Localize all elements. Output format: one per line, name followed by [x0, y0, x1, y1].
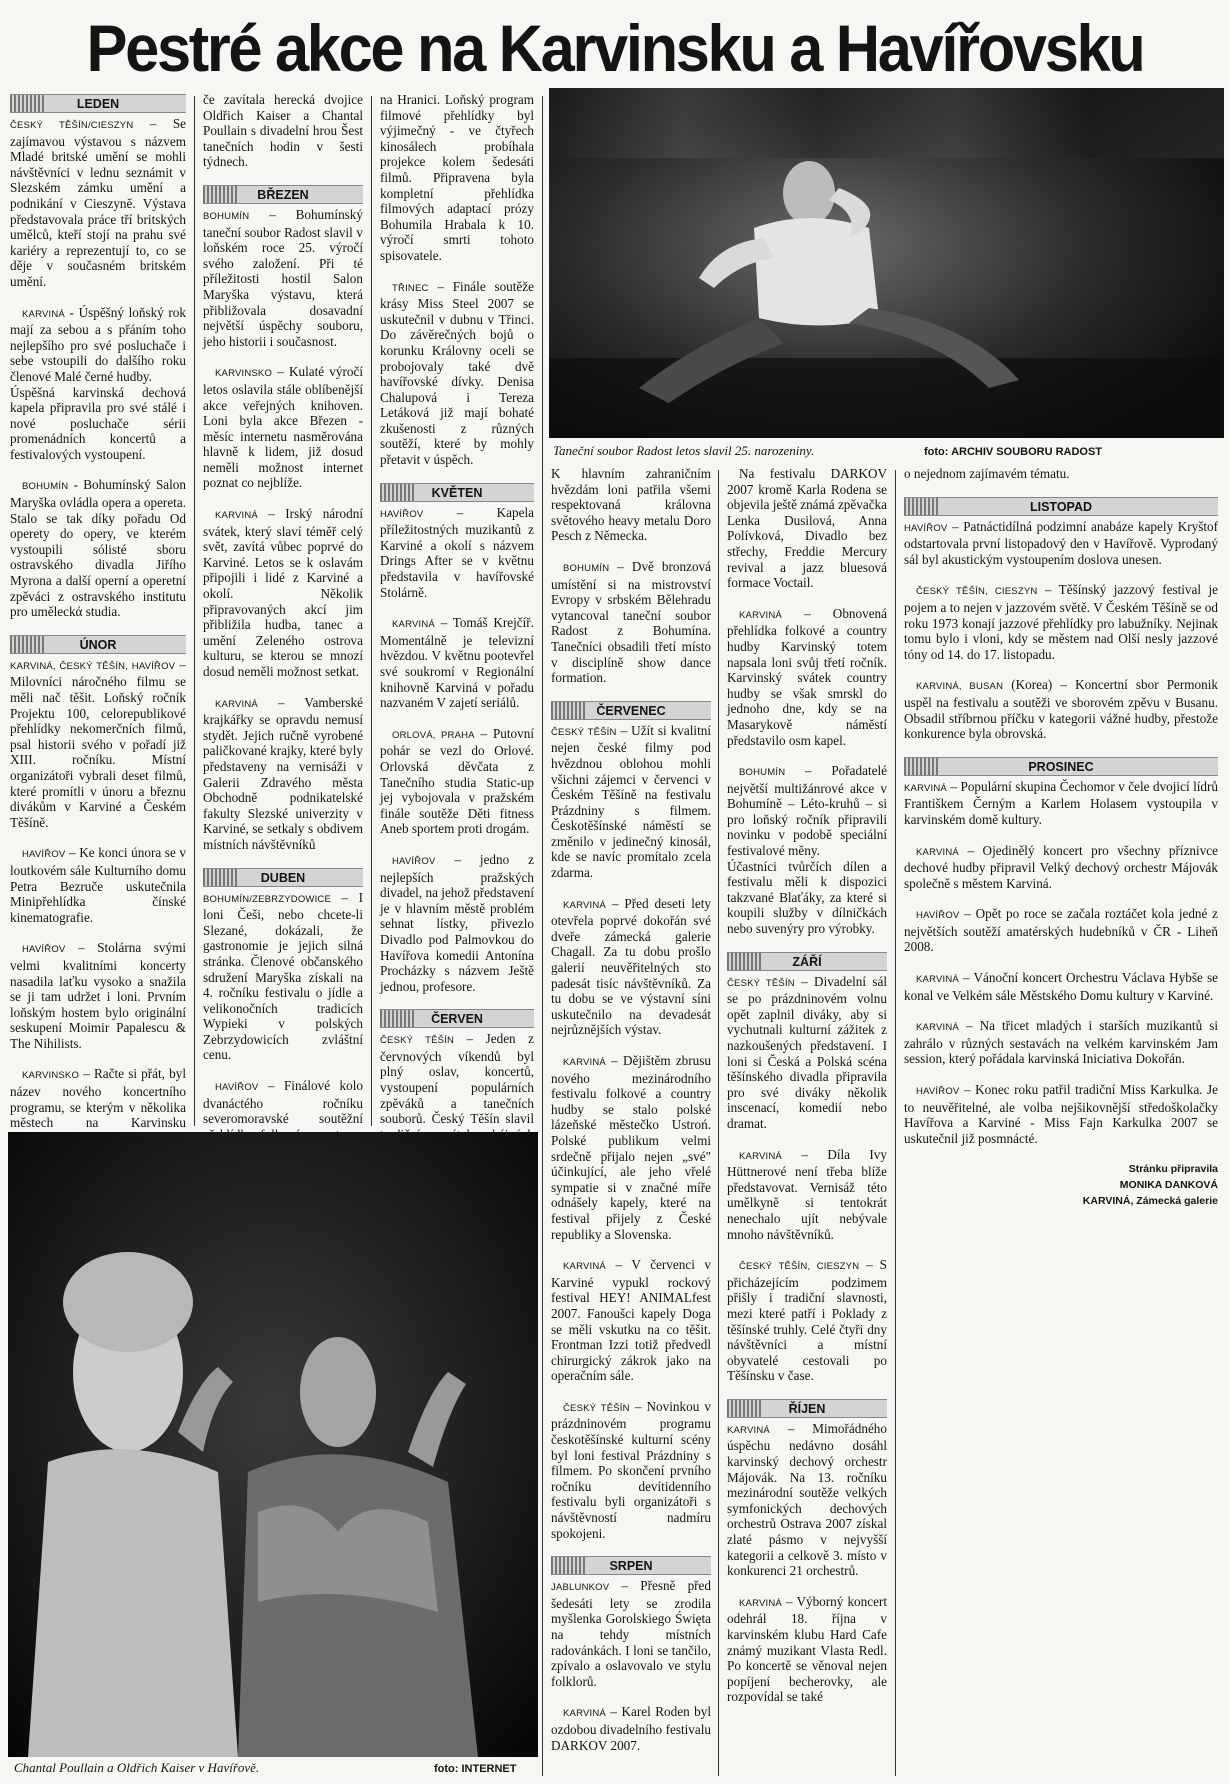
article-text: – Opět po roce se začala roztáčet kola jedné z největších soutěží amatérských hudebníků v ČR - Liheň 2008. — [904, 906, 1218, 955]
article-text: – Kulaté výročí letos oslavila stále oblíbenější akce veřejných knihoven. Loni byla akce Březen - měsíc internetu nasměrována hlavně k lidem, již dosud neměli možnost internet poznat co nejblíže. — [203, 364, 363, 491]
article-location: TŘINEC — [392, 282, 429, 294]
article-location: HAVÍŘOV — [380, 508, 424, 520]
column-1 — [10, 90, 187, 1131]
article-location: ČESKÝ TĚŠÍN — [563, 1402, 630, 1414]
article-location: ČESKÝ TĚŠÍN, CIESZYN — [916, 586, 1038, 598]
headline: Pestré akce na Karvinsku a Havířovsku — [86, 11, 1144, 85]
article-location: HAVÍŘOV — [215, 1082, 259, 1094]
article — [380, 505, 534, 601]
article — [904, 1018, 1218, 1067]
dancer-photo-credit: foto: ARCHIV SOUBORU RADOST — [924, 446, 1103, 458]
article-text: Účastníci tvůrčích dílen a festivalu měli k dispozici takzvané Blaťáky, za které si koupili služby v dílničkách nebo suvenýry pro výrobky. — [727, 858, 887, 937]
article-text: – Se zajímavou výstavou s názvem Mladé britské umění se mohli návštěvníci v lednu seznámit v Slezském zámku umění a podnikání v Cieszyně. Výstava představovala práce tří britských umělců, kteří stojí na prahu své kariéry a reprezentují to, co se děje v současném britském umění. — [10, 116, 187, 289]
article-location: BOHUMÍN — [203, 210, 250, 222]
article-location: HAVÍŘOV — [916, 1086, 960, 1098]
article — [203, 364, 363, 491]
article-text: na Hranici. Loňský program filmové přehlídky byl výjimečný - ve čtyřech kinosálech probíhala projekce kolem šedesáti filmů. Připravena byla kompletní přehlídka filmových adaptací prózy Bohumila Hrabala k 10. výročí smrti tohoto spisovatele. — [380, 92, 534, 263]
article-text: – Obnovená přehlídka folkové a country hudby Karvinský totem napsala loni svůj třetí ročník. Karvinský svátek country hudby se však smrskl do jednoho dne, kdy se na Masarykově náměstí představilo osm kapel. — [727, 605, 887, 748]
article-location: ČESKÝ TĚŠÍN, CIESZYN — [739, 1261, 860, 1273]
article — [727, 466, 887, 591]
article — [904, 906, 1218, 955]
article-location: KARVINSKO — [215, 368, 273, 380]
article-text: – Pořadatelé největší multižánrové akce v Bohumíně – Léto-kruhů – si pro loňský ročník připravili novinku v podobě speciální festivalové měny. — [727, 763, 887, 859]
section-cerven: ČERVEN — [380, 1009, 534, 1028]
article-text: – Račte si přát, byl název nového koncertního programu, se kterým v několika městech na Karvinsku — [10, 1066, 186, 1131]
article-location: HAVÍŘOV — [22, 944, 66, 956]
article-text: – Vamberské krajkářky se opravdu nemusí stydět. Jejich ručně vyrobené paličkované krajky, které byly představeny na vernisáži v Galerii Zdravého města Obchodně podnikatelské fakulty Slezské univerzity v Karviné, se setkaly s obdivem místních návštěvníků — [203, 694, 363, 852]
article — [551, 723, 711, 881]
article-text: – Přesně před šedesáti lety se zrodila myšlenka Gorolskiego Święta na tehdy místních radovánkách. I loni se tančilo, zpívalo a oslavovalo ve stylu folklorů. — [551, 1578, 711, 1689]
column-rule — [718, 470, 719, 1776]
article — [727, 763, 887, 937]
article — [727, 1257, 887, 1384]
article-text: – Dvě bronzová umístění si na mistrovství Evropy v srbském Bělehradu vytancoval taneční soubor Radost z Bohumína. Tanečníci obsadili třetí místo v disciplíně show dance formation. — [551, 558, 711, 686]
actors-photo-credit: foto: INTERNET — [434, 1763, 517, 1775]
article-text: – S přicházejícím podzimem přišly i tradiční slavnosti, mezi které patří i Poklady z těšínské truhly. Celé čtyři dny návštěvníci a místní obyvatelé cestovali po Těšínsku v čase. — [727, 1257, 887, 1384]
article-text: – Bohumínský taneční soubor Radost slavil v loňském roce 25. výročí svého založení. Při té příležitosti hostil Salon Maryška výstavu, která přibližovala dosavadní největší úspěchy souboru, jeho historii i současnost. — [203, 206, 363, 349]
article-text: – Užít si kvalitní nejen české filmy pod hvězdnou oblohou mohli všichni zájemci v červenci v Českém Těšíně na festivalu Prázdniny s filmem. Českotěšínské náměstí se změnilo v jedinečný kinosál, kde se navíc promítalo zcela zdarma. — [551, 722, 711, 881]
article-location: KARVINÁ — [739, 1150, 782, 1162]
page-signature — [904, 1161, 1218, 1209]
article-text: če zavítala herecká dvojice Oldřich Kaiser a Chantal Poullain s divadelní hrou Šest tanečních hodin v šesti týdnech. — [203, 92, 363, 170]
article-location: BOHUMÍN — [22, 481, 69, 493]
article-text: – Na třicet mladých i starších muzikantů si zahrálo v různých sestavách na velkém karvinském Jam session, který pořádala karvinská Iniciativa Dokořán. — [904, 1018, 1218, 1067]
signature-place: KARVINÁ, Zámecká galerie — [1082, 1195, 1218, 1208]
article — [203, 92, 363, 170]
article-location: KARVINÁ — [916, 846, 959, 858]
article-text: – Výborný koncert odehrál 18. října v karvinském klubu Hard Cafe známý muzikant Vlasta Redl. Po koncertě se věnoval nejen popíjení becherovky, ale rozpovídal se také — [727, 1593, 887, 1705]
article-location: KARVINÁ — [563, 1057, 606, 1068]
section-listopad: LISTOPAD — [904, 497, 1218, 516]
section-kveten: KVĚTEN — [380, 483, 534, 502]
article — [551, 1578, 711, 1689]
dancer-image — [549, 88, 1224, 438]
article-text: Na festivalu DARKOV 2007 kromě Karla Rodena se objevila ještě známá zpěvačka Lenka Dusilová, Anna Polívková, Divadlo bez střechy, Freddie Mercury revival a jazz bluesová formace Voctail. — [727, 466, 887, 591]
article-text: – Dějištěm zbrusu nového mezinárodního festivalu folkové a country hudby se stalo polské lázeňské městečko Ustroń. Polské publikum velmi srdečně přijalo nejen „své" účinkující, ale jeho vřelé sympatie si v značné míře odnášely kapely, které na festival přijely z České republiky a Slovenska. — [551, 1053, 711, 1242]
column-4 — [551, 466, 711, 1782]
article-text: – Populární skupina Čechomor v čele dvojicí lídrů Františkem Černým a Karlem Holasem vystoupila v karvinském domě kultury. — [904, 778, 1218, 827]
column-6-inner — [904, 466, 1218, 1209]
article-text: - Úspěšný loňský rok mají za sebou a s přáním toho nejlepšího pro své posluchače i sebe vstoupili do dalšího roku členové Malé černé hudby. — [10, 304, 186, 384]
article — [904, 677, 1218, 741]
article — [10, 305, 186, 463]
article-text: – Karel Roden byl ozdobou divadelního festivalu DARKOV 2007. — [551, 1704, 711, 1753]
article — [10, 657, 186, 831]
article-location: KARVINÁ — [215, 698, 258, 710]
article-location: BOHUMÍN — [739, 767, 786, 779]
article-text: – Tomáš Krejčíř. Momentálně je televizní hvězdou. V květnu pootevřel své soukromí v Regionální knihovně Karviná v pořadu nazvaném V zajetí seriálů. — [380, 615, 534, 711]
section-duben: DUBEN — [203, 868, 363, 887]
actors-photo-caption: Chantal Poullain a Oldřich Kaiser v Havířově. — [14, 1760, 260, 1775]
article-location: KARVINÁ — [739, 609, 782, 621]
column-rule — [895, 470, 896, 1776]
article — [904, 843, 1218, 892]
article-text: – Divadelní sál se po prázdninovém volnu opět zaplnil diváky, aby si vychutnali kulturní zážitek z nazkoušených představení. I loni si Česká a Polská scéna těšínského divadla připravila pro své diváky několik inscenací, komedií nebo dramat. — [727, 973, 887, 1131]
article-location: ORLOVÁ, PRAHA — [392, 729, 475, 741]
article — [10, 477, 186, 619]
article-text: – Milovníci náročného filmu se měli nač těšit. Loňský ročník Projektu 100, celorepublikové přehlídky nekomerčních filmů, psal historii svého v pořadí již XIII. ročníku. Místní organizátoři vybrali deset filmů, které promítli v únoru a březnu divákům v Karviné a Českém Těšíně. — [10, 656, 186, 830]
article — [551, 1257, 711, 1384]
article — [10, 116, 186, 290]
article-text: – Patnáctidílná podzimní anabáze kapely Kryštof odstartovala první listopadový den v Havířově. Vyprodaný sál byl akustickým vystoupením doslova unesen. — [904, 518, 1218, 567]
article — [904, 779, 1218, 828]
article-location: KARVINÁ — [22, 308, 65, 320]
article-location: KARVINÁ — [215, 510, 258, 522]
article-text: – Koncertní sbor Permonik uspěl na festivalu a soutěži ve sborovém zpěvu v Busanu. Obsadil stříbrnou příčku v kategorii vážné hudby, přestože konkurence byla obrovská. — [904, 677, 1218, 742]
column-6 — [904, 466, 1222, 1782]
article — [203, 695, 363, 853]
article — [551, 896, 711, 1038]
article-text: – Finálové kolo dvanáctého ročníku severomoravské soutěžní — [203, 1078, 363, 1127]
article-location: HAVÍŘOV — [904, 522, 948, 534]
article-location: BOHUMÍN — [563, 562, 610, 574]
article — [203, 207, 363, 349]
section-prosinec: PROSINEC — [904, 757, 1218, 776]
article — [380, 92, 534, 264]
article — [380, 726, 534, 837]
article — [10, 940, 186, 1051]
article-location: KARVINÁ — [392, 619, 435, 631]
article-location-country: (Korea) — [1011, 677, 1053, 693]
article-location: KARVINÁ — [727, 1424, 770, 1436]
article-text: – Mimořádného úspěchu nedávno dosáhl karvinský dechový orchestr Májovák. Na 13. ročníku mezinárodní soutěže velkých symfonických dechových orchestrů Ostrava 2007 získal zlaté pásmo v nejvyšší kategorii a celkově 3. místo v konkurenci 21 orchestrů. — [727, 1420, 887, 1579]
article-text: o nejednom zajímavém tématu. — [904, 466, 1070, 481]
article — [551, 1053, 711, 1242]
section-brezen: BŘEZEN — [203, 185, 363, 204]
article — [904, 970, 1218, 1003]
article — [551, 559, 711, 686]
article-location: ČESKÝ TĚŠÍN — [551, 726, 617, 738]
article-location: ČESKÝ TĚŠÍN/CIESZYN — [10, 120, 134, 131]
article-location: KARVINÁ — [904, 782, 947, 794]
article — [904, 582, 1218, 662]
article-location: JABLUNKOV — [551, 1582, 610, 1594]
actors-photo — [8, 1132, 538, 1757]
section-rijen: ŘÍJEN — [727, 1399, 887, 1418]
article — [203, 890, 363, 1064]
article — [380, 279, 534, 468]
article — [727, 606, 887, 748]
article — [727, 974, 887, 1132]
article-location: ČESKÝ TĚŠÍN — [380, 1035, 455, 1047]
article — [904, 466, 1218, 482]
article-text: – Jeden z červnových víkendů byl plný oslav, koncertů, vystoupení populárních zpěváků a tanečních souborů. Český Těšín slavil — [380, 1031, 534, 1127]
article-text: – Stolárna svými velmi kvalitními koncerty nasadila laťku vysoko a snažila se ji tam udržet i loni. Prvním loňským hostem bylo originální seskupení Moimir Papalescu & The Nihilists. — [10, 940, 186, 1051]
section-unor: ÚNOR — [10, 635, 186, 654]
column-rule — [371, 96, 372, 1126]
article-text: K hlavním zahraničním hvězdám loni patřila všemi respektovaná královna světového heavy metalu Doro Pesch z Německa. — [551, 466, 711, 544]
dancer-photo-caption: Taneční soubor Radost letos slavil 25. narozeniny. — [553, 443, 815, 458]
column-2 — [203, 92, 363, 1126]
article — [727, 1421, 887, 1579]
article-text: – Před deseti lety otevřela poprvé dokořán své dveře zámecká galerie Chagall. Za tu dobu prošlo galerií neuvěřitelných sto padesát tisíc návštěvníků. Za tu dobu se ve výstavní síni uskutečnilo na devadesát nejrůznějších výstav. — [551, 895, 711, 1038]
article-text: – Vánoční koncert Orchestru Václava Hybše se konal ve Velkém sále Městského Domu kultury v Karviné. — [904, 970, 1218, 1003]
article-location: KARVINÁ, BUSAN — [916, 681, 1004, 693]
article — [380, 615, 534, 711]
article-location: KARVINÁ — [739, 1597, 782, 1609]
signature-author: MONIKA DANKOVÁ — [1119, 1179, 1218, 1192]
article — [727, 1147, 887, 1243]
article-location: KARVINÁ — [916, 974, 959, 986]
actors-image — [8, 1132, 538, 1757]
article-text: – Novinkou v prázdninovém programu českotěšínské kulturní scény byl loni festival Prázdniny s filmem. Po skončení prvního ročníku devítidenního festivalu byli organizátoři s návštěvností nadmíru spokojeni. — [551, 1398, 711, 1541]
column-rule — [542, 96, 543, 1776]
article-text: – Putovní pohár se vezl do Orlové. Orlovská děvčata z Tanečního studia Static-up jej vybojovala v pražském finále soutěže Děti fitness Aneb sportem proti drogám. — [380, 725, 534, 837]
article-location: KARVINÁ, ČESKÝ TĚŠÍN, HAVÍŘOV — [10, 660, 176, 672]
article-text: – I loni Češi, nebo chcete-li Slezané, dokázali, že gastronomie je jejich silná stránka. Členové občanského sdružení Maryška získali na 4. ročníku festivalu o jídle a velikonočních tradicích Wypieki v polských Zebrzydowicích zvláštní cenu. — [203, 889, 363, 1063]
article-location: KARVINÁ — [563, 1708, 606, 1720]
article-location: HAVÍŘOV — [22, 849, 66, 861]
article — [551, 466, 711, 544]
article-text: – Kapela příležitostných muzikantů z Karviné a okolí s názvem Drings After se v květnu představila v havířovské Stolárně. — [380, 504, 534, 600]
article — [551, 1704, 711, 1753]
article-text: – Irský národní svátek, který slaví téměř celý svět, zavítá vůbec poprvé do Karviné. Letos se k oslavám připojili i lidé z Karviné a okolí. Několik připravovaných akcí jim přibližila hudba, tanec a umění Zeleného ostrova kulturu, se kterou se mnozí dosud neměli možnost setkat. — [203, 506, 363, 679]
section-leden: LEDEN — [10, 94, 186, 113]
article-location: KARVINÁ — [563, 1261, 606, 1273]
article — [10, 845, 186, 925]
article-text: – Konec roku patřil tradiční Miss Karkulka. Je to neuvěřitelné, ale volba nejšikovnější středoškolačky Havířova a Karviné - Miss Fajn Karkulka 2007 se uskutečnil již posmnácté. — [904, 1082, 1218, 1146]
article-text: – jedno z nejlepších pražských divadel, na jehož představení je v hlavním městě problém sehnat lístky, přivezlo Divadlo pod Palmovkou do Havířova komedii Antonína Procházky s názvem Ještě jednou, profesore. — [380, 851, 534, 994]
article — [380, 852, 534, 994]
section-srpen: SRPEN — [551, 1556, 711, 1575]
article-text: – Ojedinělý koncert pro všechny příznivce dechové hudby připravil Velký dechový orchestr Májovák společně s městem Karviná. — [904, 842, 1218, 891]
article-location: ČESKÝ TĚŠÍN — [727, 977, 795, 989]
article-location: KARVINÁ — [563, 899, 606, 911]
article-text: - Bohumínský Salon Maryška ovládla opera a opereta. Stalo se tak díky pořadu Od operety do opery, ve kterém vystoupili sólisté sboru ostravského divadla Jiřího Myrona a další operní a operetní zpěváci z ostravského institutu pro uměleckά studia. — [10, 477, 186, 620]
article-location: BOHUMÍN/ZEBRZYDOWICE — [203, 893, 332, 905]
article-text: Úspěšná karvinská dechová kapela připravila pro své stálé i nové posluchače sérii promenádních koncertů a festivalových vystoupení. — [10, 384, 186, 462]
article-location: HAVÍŘOV — [392, 855, 436, 867]
article — [904, 519, 1218, 568]
article-location: KARVINÁ — [916, 1022, 959, 1034]
article-location: KARVINSKO — [22, 1070, 80, 1082]
article — [727, 1594, 887, 1705]
article-text: – Těšínský jazzový festival je pojem a to nejen v jazzovém světě. V Českém Těšíně se od roku 1973 konají jazzové přehlídky pro labužníky. Nejinak tomu bylo i vloni, kdy se městem nad Olší nesly jazzové tóny od 14. do 17. listopadu. — [904, 582, 1218, 662]
article-text: – Finále soutěže krásy Miss Steel 2007 se uskutečnil v dubnu v Třinci. Do závěrečných bojů o korunku Královny oceli se probojovaly také dvě havířovské dívky. Denisa Chalupová i Tereza Letáková již mají bohaté zkušenosti z různých soutěží, které by mohly přetavit v úspěch. — [380, 278, 534, 468]
article-text: – Díla Ivy Hüttnerové není třeba blíže představovat. Vernisáž této umělkyně si tentokrát nenechalo ujít nebývale mnoho návštěvníků. — [727, 1146, 887, 1242]
article — [203, 506, 363, 680]
article — [904, 1082, 1218, 1146]
column-rule — [194, 96, 195, 1126]
signature-line: Stránku připravila — [1128, 1163, 1218, 1176]
dancer-photo — [549, 88, 1224, 438]
article-text: – Ke konci února se v loutkovém sále Kulturního domu Petra Bezruče uskutečnila Minipřehlídka čínské kinematografie. — [10, 845, 186, 925]
article — [551, 1399, 711, 1541]
article-text: – V červenci v Karviné vypukl rockový festival HEY! ANIMALfest 2007. Fanoušci kapely Doga se měli vskutku na co těšit. Frontman Izzi totiž předvedl chirurgický zákrok jako na operačním sále. — [551, 1257, 711, 1384]
column-3 — [380, 92, 534, 1126]
article-location: HAVÍŘOV — [916, 910, 960, 922]
column-5 — [727, 466, 887, 1782]
section-zari: ZÁŘÍ — [727, 952, 887, 971]
section-cervenec: ČERVENEC — [551, 701, 711, 720]
